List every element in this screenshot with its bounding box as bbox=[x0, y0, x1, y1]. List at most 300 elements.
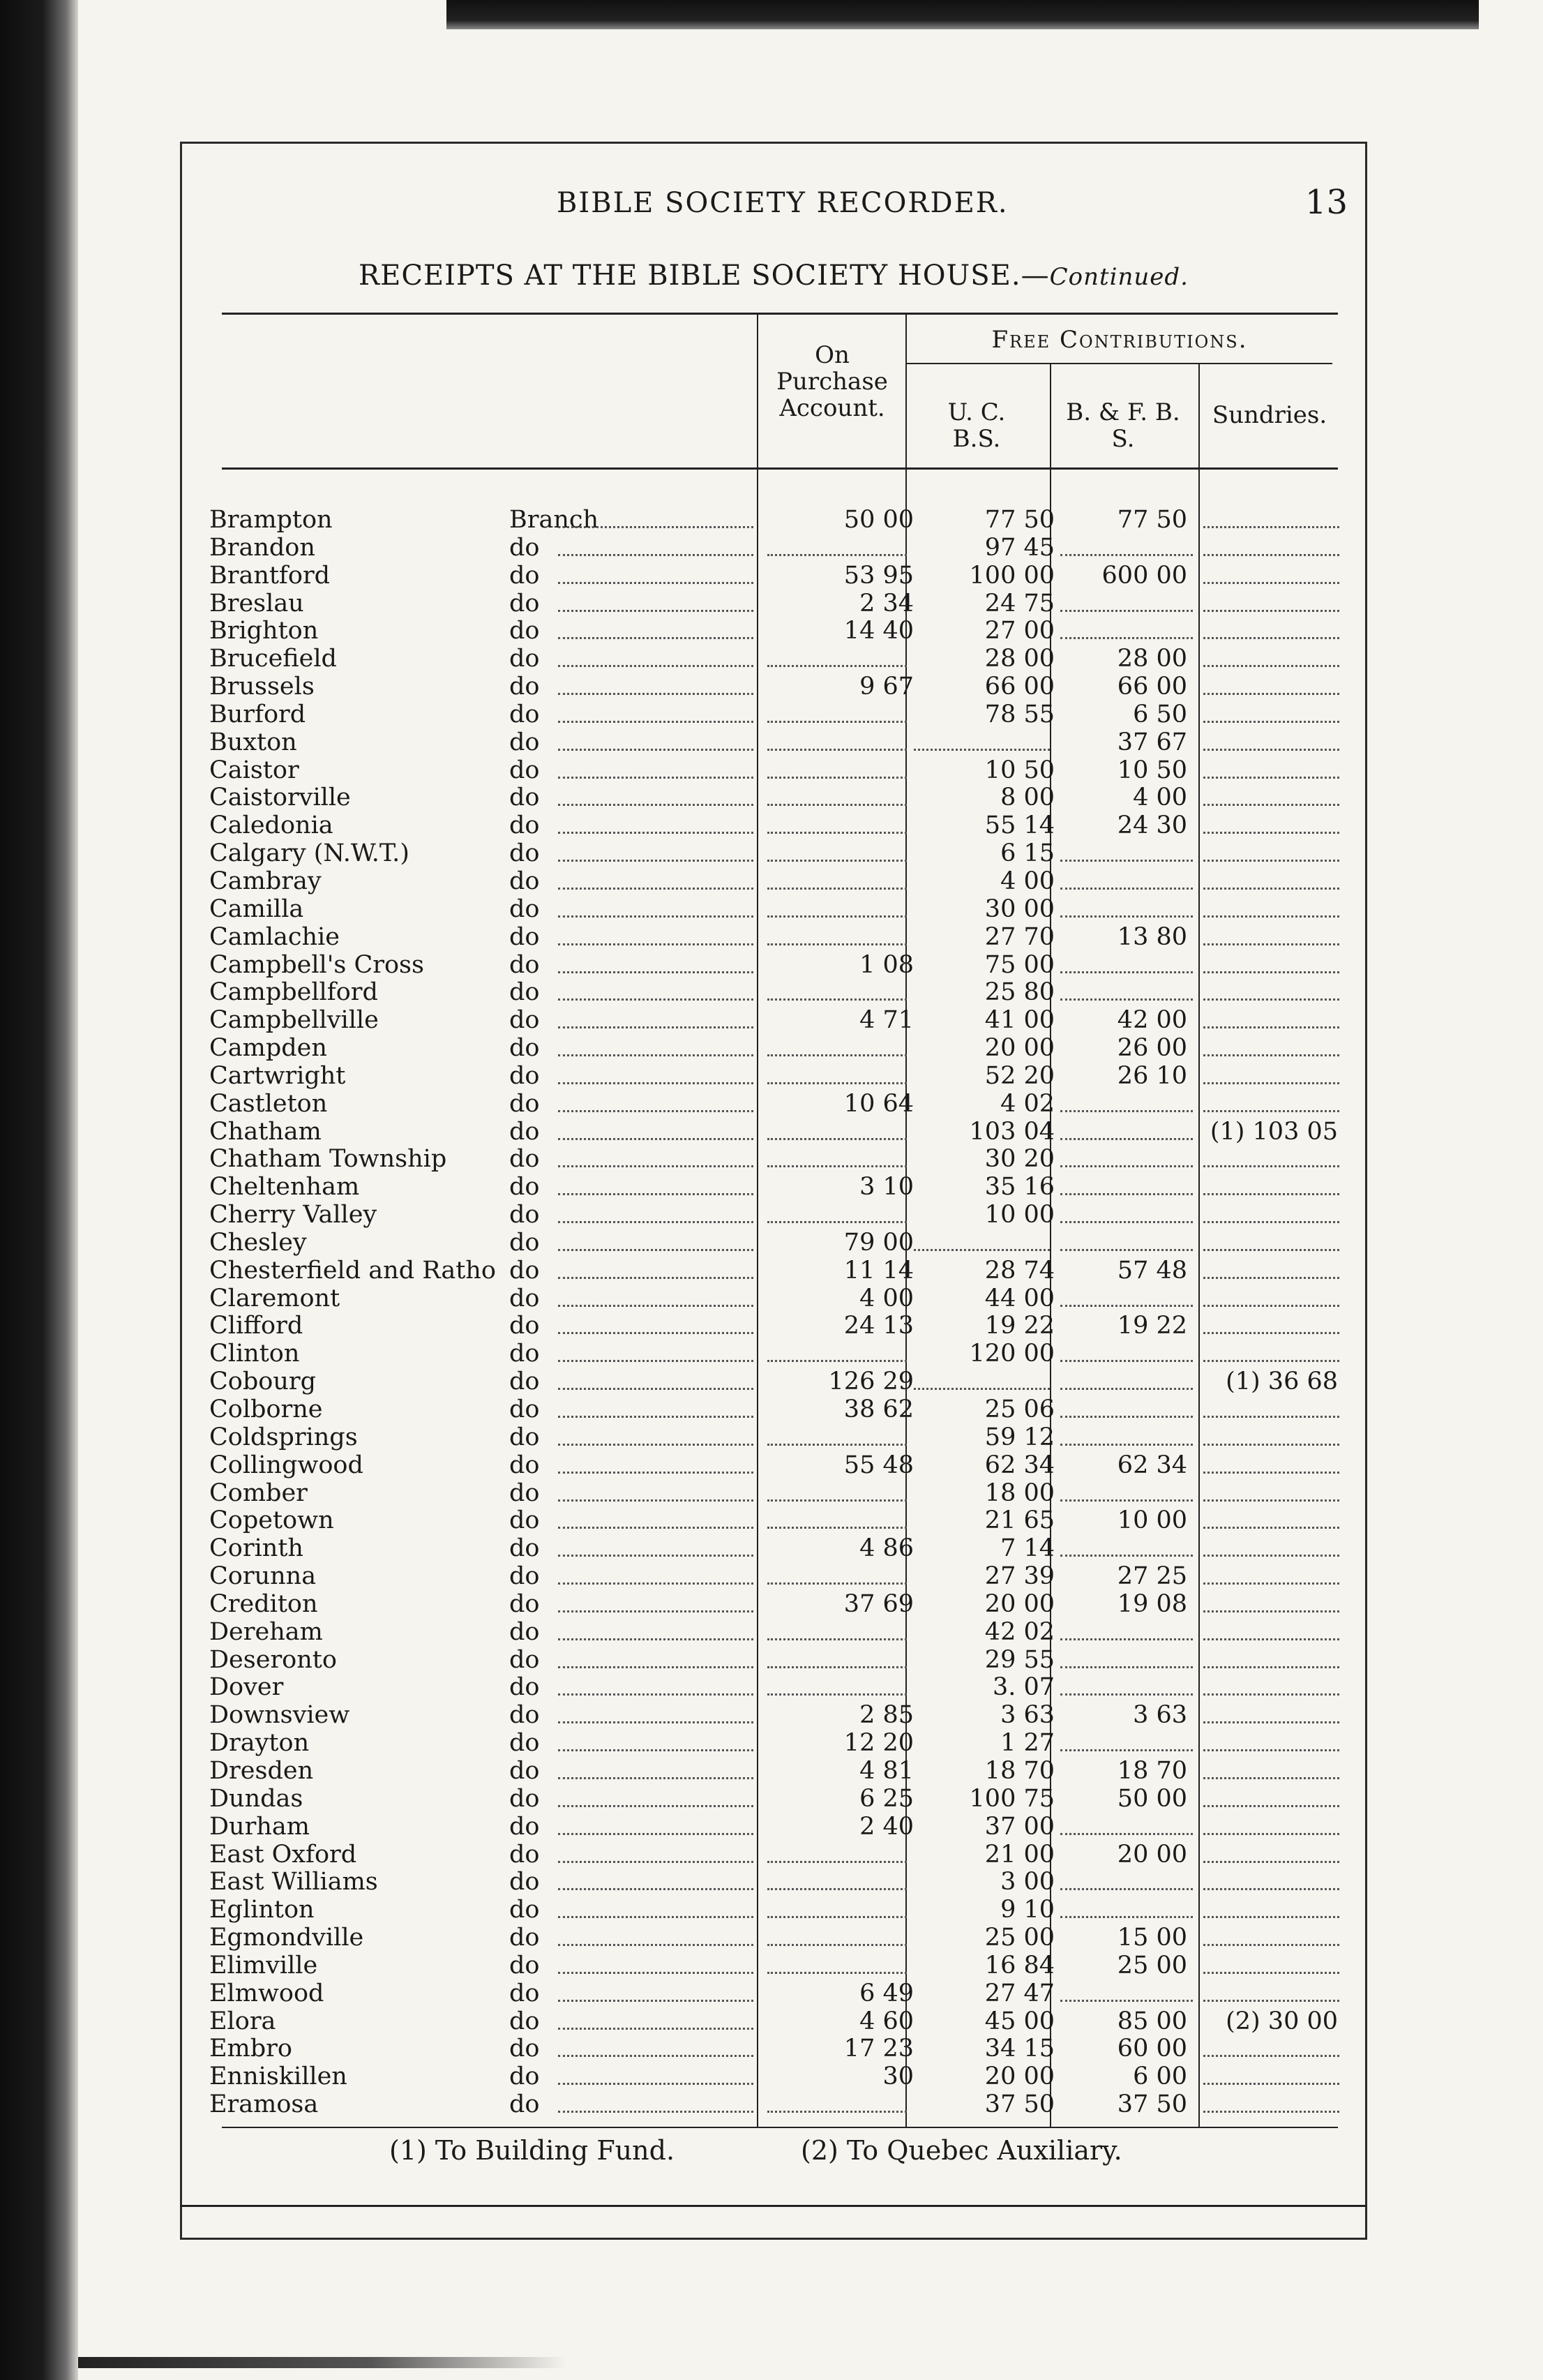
table-row bbox=[209, 1702, 1339, 1730]
branch-kind: do bbox=[509, 1395, 540, 1423]
table-row bbox=[209, 868, 1339, 896]
empty-cell-leader bbox=[1203, 979, 1339, 1001]
table-row bbox=[209, 1896, 1339, 1924]
uc-amount: 20 00 bbox=[984, 1589, 1055, 1618]
leader-dots bbox=[558, 952, 753, 973]
place-name: Castleton bbox=[209, 1089, 328, 1118]
branch-kind: do bbox=[509, 1479, 540, 1507]
table-header-bottom-rule bbox=[222, 467, 1338, 470]
empty-cell-leader bbox=[1203, 757, 1339, 779]
leader-dots bbox=[558, 2035, 753, 2057]
leader-dots bbox=[558, 1619, 753, 1640]
footnotes bbox=[180, 2135, 1367, 2177]
uc-amount: 34 15 bbox=[984, 2035, 1055, 2063]
empty-cell-leader bbox=[1203, 1396, 1339, 1418]
heading-continued: Continued. bbox=[1049, 263, 1189, 291]
sundries-amount: (1) 36 68 bbox=[1226, 1368, 1338, 1396]
empty-cell-leader bbox=[1060, 1091, 1193, 1112]
table-row bbox=[209, 1091, 1339, 1118]
branch-kind: do bbox=[509, 1506, 540, 1535]
uc-amount: 44 00 bbox=[984, 1284, 1055, 1312]
uc-amount: 41 00 bbox=[984, 1006, 1055, 1035]
branch-kind: do bbox=[509, 811, 540, 840]
sundries-amount: (2) 30 00 bbox=[1226, 2007, 1338, 2035]
empty-cell-leader bbox=[767, 840, 907, 862]
empty-cell-leader bbox=[767, 757, 907, 779]
leader-dots bbox=[558, 1118, 753, 1140]
table-row bbox=[209, 1758, 1339, 1786]
page-foot-rule bbox=[180, 2205, 1367, 2207]
table-row bbox=[209, 1480, 1339, 1508]
purchase-amount: 37 69 bbox=[843, 1589, 914, 1618]
empty-cell-leader bbox=[1060, 1368, 1193, 1390]
empty-cell-leader bbox=[1060, 952, 1193, 973]
uc-amount: 52 20 bbox=[984, 1061, 1055, 1090]
leader-dots bbox=[558, 618, 753, 639]
table-row bbox=[209, 896, 1339, 924]
leader-dots bbox=[558, 2063, 753, 2085]
purchase-amount: 2 34 bbox=[859, 589, 914, 618]
table-row bbox=[209, 1869, 1339, 1896]
bf-amount: 25 00 bbox=[1117, 1951, 1187, 1979]
branch-kind: do bbox=[509, 1034, 540, 1063]
leader-dots bbox=[558, 534, 753, 556]
branch-kind: do bbox=[509, 1812, 540, 1841]
bf-amount: 62 34 bbox=[1117, 1451, 1187, 1479]
empty-cell-leader bbox=[1203, 1202, 1339, 1223]
place-name: Egmondville bbox=[209, 1924, 364, 1952]
branch-kind: do bbox=[509, 1201, 540, 1229]
uc-amount: 97 45 bbox=[984, 533, 1055, 562]
uc-amount: 100 75 bbox=[969, 1784, 1055, 1813]
empty-cell-leader bbox=[767, 1424, 907, 1446]
branch-kind: do bbox=[509, 645, 540, 673]
table-row bbox=[209, 534, 1339, 562]
place-name: Campden bbox=[209, 1034, 327, 1063]
leader-dots bbox=[558, 1980, 753, 2002]
table-row bbox=[209, 701, 1339, 729]
empty-cell-leader bbox=[767, 645, 907, 667]
leader-dots bbox=[558, 1312, 753, 1334]
table-row bbox=[209, 1118, 1339, 1146]
empty-cell-leader bbox=[1203, 590, 1339, 612]
empty-cell-leader bbox=[1203, 1896, 1339, 1918]
empty-cell-leader bbox=[914, 729, 1050, 751]
running-head bbox=[180, 181, 1367, 230]
table-row bbox=[209, 757, 1339, 785]
bf-amount: 60 00 bbox=[1117, 2035, 1187, 2063]
uc-amount: 62 34 bbox=[984, 1451, 1055, 1479]
leader-dots bbox=[558, 1924, 753, 1946]
purchase-amount: 4 00 bbox=[859, 1284, 914, 1312]
branch-kind: do bbox=[509, 1228, 540, 1257]
empty-cell-leader bbox=[767, 1563, 907, 1585]
footnote-2: (2) To Quebec Auxiliary. bbox=[801, 2135, 1122, 2166]
empty-cell-leader bbox=[1203, 896, 1339, 918]
empty-cell-leader bbox=[1203, 645, 1339, 667]
empty-cell-leader bbox=[1060, 1674, 1193, 1696]
place-name: Dover bbox=[209, 1673, 284, 1702]
table-row bbox=[209, 1257, 1339, 1285]
branch-kind: do bbox=[509, 867, 540, 895]
place-name: Brampton bbox=[209, 506, 333, 534]
place-name: Colborne bbox=[209, 1395, 323, 1423]
uc-amount: 25 00 bbox=[984, 1924, 1055, 1952]
empty-cell-leader bbox=[1060, 1619, 1193, 1640]
place-name: Crediton bbox=[209, 1589, 318, 1618]
place-name: Corunna bbox=[209, 1562, 317, 1591]
table-row bbox=[209, 840, 1339, 868]
table-row bbox=[209, 618, 1339, 645]
place-name: Elmwood bbox=[209, 1979, 324, 2007]
purchase-amount: 50 00 bbox=[843, 506, 914, 534]
empty-cell-leader bbox=[1203, 1091, 1339, 1112]
table-row bbox=[209, 1035, 1339, 1063]
empty-cell-leader bbox=[1060, 1285, 1193, 1307]
uc-amount: 75 00 bbox=[984, 950, 1055, 979]
purchase-amount: 2 85 bbox=[859, 1701, 914, 1730]
empty-cell-leader bbox=[914, 1229, 1050, 1251]
purchase-amount: 2 40 bbox=[859, 1812, 914, 1841]
empty-cell-leader bbox=[1203, 1480, 1339, 1502]
table-row bbox=[209, 1507, 1339, 1535]
purchase-amount: 55 48 bbox=[843, 1451, 914, 1479]
bf-amount: 3 63 bbox=[1133, 1701, 1187, 1730]
leader-dots bbox=[558, 1452, 753, 1474]
leader-dots bbox=[558, 1786, 753, 1807]
empty-cell-leader bbox=[767, 701, 907, 723]
table-row bbox=[209, 1063, 1339, 1091]
place-name: Chatham Township bbox=[209, 1145, 447, 1174]
branch-kind: do bbox=[509, 1340, 540, 1368]
branch-kind: do bbox=[509, 1979, 540, 2007]
leader-dots bbox=[558, 507, 753, 528]
branch-kind: do bbox=[509, 2035, 540, 2063]
table-bottom-rule bbox=[222, 2127, 1338, 2128]
place-name: Coldsprings bbox=[209, 1423, 358, 1451]
bf-amount: 10 00 bbox=[1117, 1506, 1187, 1535]
leader-dots bbox=[558, 729, 753, 751]
col-head-purchase: On Purchase Account. bbox=[776, 341, 888, 422]
table-row bbox=[209, 2091, 1339, 2119]
empty-cell-leader bbox=[767, 1924, 907, 1946]
empty-cell-leader bbox=[1060, 1174, 1193, 1195]
empty-cell-leader bbox=[1203, 1980, 1339, 2002]
empty-cell-leader bbox=[1203, 1340, 1339, 1362]
place-name: East Williams bbox=[209, 1868, 378, 1896]
place-name: Campbellville bbox=[209, 1006, 379, 1035]
empty-cell-leader bbox=[1203, 1786, 1339, 1807]
uc-amount: 29 55 bbox=[984, 1645, 1055, 1674]
place-name: Deseronto bbox=[209, 1645, 337, 1674]
empty-cell-leader bbox=[1060, 534, 1193, 556]
empty-cell-leader bbox=[1203, 701, 1339, 723]
leader-dots bbox=[558, 1063, 753, 1084]
empty-cell-leader bbox=[767, 812, 907, 834]
branch-kind: do bbox=[509, 1784, 540, 1813]
branch-kind: do bbox=[509, 1006, 540, 1035]
bf-amount: 10 50 bbox=[1117, 756, 1187, 784]
bf-amount: 13 80 bbox=[1117, 922, 1187, 951]
binding-spine-shadow bbox=[0, 0, 78, 2380]
uc-amount: 100 00 bbox=[969, 561, 1055, 590]
branch-kind: do bbox=[509, 1701, 540, 1730]
leader-dots bbox=[558, 1896, 753, 1918]
empty-cell-leader bbox=[767, 1507, 907, 1529]
bf-amount: 18 70 bbox=[1117, 1756, 1187, 1785]
empty-cell-leader bbox=[767, 534, 907, 556]
empty-cell-leader bbox=[1060, 1229, 1193, 1251]
empty-cell-leader bbox=[767, 1896, 907, 1918]
empty-cell-leader bbox=[767, 2091, 907, 2113]
empty-cell-leader bbox=[1203, 1424, 1339, 1446]
place-name: Claremont bbox=[209, 1284, 340, 1312]
leader-dots bbox=[558, 1368, 753, 1390]
purchase-amount: 24 13 bbox=[843, 1312, 914, 1340]
purchase-amount: 79 00 bbox=[843, 1228, 914, 1257]
table-row bbox=[209, 1229, 1339, 1257]
empty-cell-leader bbox=[767, 1202, 907, 1223]
empty-cell-leader bbox=[1203, 1619, 1339, 1640]
table-row bbox=[209, 1535, 1339, 1563]
page-heading bbox=[180, 260, 1367, 292]
table-row bbox=[209, 562, 1339, 590]
empty-cell-leader bbox=[914, 1368, 1050, 1390]
purchase-amount: 14 40 bbox=[843, 617, 914, 645]
publication-title: BIBLE SOCIETY RECORDER. bbox=[557, 187, 1009, 219]
branch-kind: do bbox=[509, 561, 540, 590]
bf-amount: 27 25 bbox=[1117, 1562, 1187, 1591]
uc-amount: 27 00 bbox=[984, 617, 1055, 645]
branch-kind: do bbox=[509, 950, 540, 979]
place-name: Comber bbox=[209, 1479, 308, 1507]
page-number: 13 bbox=[1304, 183, 1348, 222]
place-name: Eramosa bbox=[209, 2090, 319, 2119]
place-name: Eglinton bbox=[209, 1896, 315, 1924]
empty-cell-leader bbox=[1203, 868, 1339, 890]
bf-amount: 4 00 bbox=[1133, 784, 1187, 812]
branch-kind: do bbox=[509, 895, 540, 923]
sundries-amount: (1) 103 05 bbox=[1210, 1117, 1338, 1146]
branch-kind: do bbox=[509, 533, 540, 562]
branch-kind: do bbox=[509, 673, 540, 701]
leader-dots bbox=[558, 1257, 753, 1279]
leader-dots bbox=[558, 924, 753, 945]
empty-cell-leader bbox=[1203, 507, 1339, 528]
table-row bbox=[209, 729, 1339, 757]
table-row bbox=[209, 1674, 1339, 1702]
table-row bbox=[209, 590, 1339, 618]
empty-cell-leader bbox=[1203, 1869, 1339, 1890]
table-row bbox=[209, 1452, 1339, 1480]
place-name: Downsview bbox=[209, 1701, 350, 1730]
empty-cell-leader bbox=[1060, 979, 1193, 1001]
empty-cell-leader bbox=[1203, 618, 1339, 639]
place-name: Camilla bbox=[209, 895, 304, 923]
place-name: Durham bbox=[209, 1812, 310, 1841]
place-name: Brighton bbox=[209, 617, 319, 645]
scan-bottom-shadow bbox=[78, 2357, 566, 2368]
branch-kind: do bbox=[509, 1423, 540, 1451]
branch-kind: do bbox=[509, 1312, 540, 1340]
empty-cell-leader bbox=[1060, 1340, 1193, 1362]
empty-cell-leader bbox=[767, 1063, 907, 1084]
branch-kind: do bbox=[509, 1756, 540, 1785]
bf-amount: 37 67 bbox=[1117, 728, 1187, 756]
place-name: Breslau bbox=[209, 589, 304, 618]
empty-cell-leader bbox=[1203, 952, 1339, 973]
leader-dots bbox=[558, 1146, 753, 1167]
table-row bbox=[209, 1730, 1339, 1758]
empty-cell-leader bbox=[767, 896, 907, 918]
place-name: Embro bbox=[209, 2035, 292, 2063]
leader-dots bbox=[558, 1647, 753, 1668]
empty-cell-leader bbox=[1203, 1813, 1339, 1835]
uc-amount: 55 14 bbox=[984, 811, 1055, 840]
table-row bbox=[209, 1980, 1339, 2008]
heading-text: RECEIPTS AT THE BIBLE SOCIETY HOUSE.— bbox=[359, 260, 1050, 292]
empty-cell-leader bbox=[1060, 1730, 1193, 1751]
uc-amount: 10 50 bbox=[984, 756, 1055, 784]
uc-amount: 78 55 bbox=[984, 700, 1055, 728]
leader-dots bbox=[558, 645, 753, 667]
uc-amount: 35 16 bbox=[984, 1173, 1055, 1202]
table-row bbox=[209, 1563, 1339, 1591]
bf-amount: 85 00 bbox=[1117, 2007, 1187, 2035]
leader-dots bbox=[558, 2091, 753, 2113]
uc-amount: 16 84 bbox=[984, 1951, 1055, 1979]
bf-amount: 15 00 bbox=[1117, 1924, 1187, 1952]
purchase-amount: 4 86 bbox=[859, 1534, 914, 1563]
empty-cell-leader bbox=[1203, 1174, 1339, 1195]
branch-kind: do bbox=[509, 1673, 540, 1702]
place-name: Corinth bbox=[209, 1534, 303, 1563]
empty-cell-leader bbox=[767, 1869, 907, 1890]
place-name: Burford bbox=[209, 700, 306, 728]
table-row bbox=[209, 1647, 1339, 1675]
uc-amount: 20 00 bbox=[984, 2063, 1055, 2091]
free-contributions-underline bbox=[907, 363, 1332, 364]
branch-kind: do bbox=[509, 1534, 540, 1563]
purchase-amount: 1 08 bbox=[859, 950, 914, 979]
place-name: Clinton bbox=[209, 1340, 300, 1368]
empty-cell-leader bbox=[1203, 812, 1339, 834]
uc-amount: 77 50 bbox=[984, 506, 1055, 534]
empty-cell-leader bbox=[1203, 1035, 1339, 1056]
place-name: Chatham bbox=[209, 1117, 322, 1146]
place-name: Brantford bbox=[209, 561, 331, 590]
place-name: Cobourg bbox=[209, 1368, 317, 1396]
empty-cell-leader bbox=[1060, 1202, 1193, 1223]
branch-kind: do bbox=[509, 2063, 540, 2091]
branch-kind: do bbox=[509, 1451, 540, 1479]
uc-amount: 19 22 bbox=[984, 1312, 1055, 1340]
empty-cell-leader bbox=[1203, 1758, 1339, 1779]
place-name: Chesley bbox=[209, 1228, 307, 1257]
leader-dots bbox=[558, 701, 753, 723]
empty-cell-leader bbox=[767, 979, 907, 1001]
table-row bbox=[209, 1285, 1339, 1313]
branch-kind: Branch bbox=[509, 506, 599, 534]
leader-dots bbox=[558, 812, 753, 834]
leader-dots bbox=[558, 1813, 753, 1835]
uc-amount: 7 14 bbox=[1000, 1534, 1055, 1563]
branch-kind: do bbox=[509, 1840, 540, 1869]
leader-dots bbox=[558, 562, 753, 584]
purchase-amount: 10 64 bbox=[843, 1089, 914, 1118]
uc-amount: 66 00 bbox=[984, 673, 1055, 701]
leader-dots bbox=[558, 1952, 753, 1974]
empty-cell-leader bbox=[767, 1480, 907, 1502]
place-name: Elora bbox=[209, 2007, 276, 2035]
empty-cell-leader bbox=[1203, 1591, 1339, 1612]
branch-kind: do bbox=[509, 1284, 540, 1312]
purchase-amount: 6 49 bbox=[859, 1979, 914, 2007]
empty-cell-leader bbox=[1203, 1146, 1339, 1167]
empty-cell-leader bbox=[1203, 1452, 1339, 1474]
branch-kind: do bbox=[509, 1256, 540, 1285]
branch-kind: do bbox=[509, 978, 540, 1007]
leader-dots bbox=[558, 1480, 753, 1502]
branch-kind: do bbox=[509, 1729, 540, 1758]
leader-dots bbox=[558, 979, 753, 1001]
empty-cell-leader bbox=[1060, 840, 1193, 862]
empty-cell-leader bbox=[1203, 534, 1339, 556]
uc-amount: 4 02 bbox=[1000, 1089, 1055, 1118]
leader-dots bbox=[558, 1841, 753, 1863]
branch-kind: do bbox=[509, 728, 540, 756]
empty-cell-leader bbox=[767, 1118, 907, 1140]
leader-dots bbox=[558, 2008, 753, 2030]
empty-cell-leader bbox=[1203, 1285, 1339, 1307]
uc-amount: 37 50 bbox=[984, 2090, 1055, 2119]
leader-dots bbox=[558, 1535, 753, 1557]
branch-kind: do bbox=[509, 1368, 540, 1396]
empty-cell-leader bbox=[1203, 1535, 1339, 1557]
empty-cell-leader bbox=[767, 1146, 907, 1167]
table-row bbox=[209, 1952, 1339, 1980]
table-row bbox=[209, 924, 1339, 952]
place-name: Cherry Valley bbox=[209, 1201, 377, 1229]
empty-cell-leader bbox=[1060, 1896, 1193, 1918]
empty-cell-leader bbox=[1203, 1647, 1339, 1668]
purchase-amount: 4 71 bbox=[859, 1006, 914, 1035]
col-head-bf: B. & F. B. S. bbox=[1066, 398, 1180, 453]
table-row bbox=[209, 2008, 1339, 2036]
receipts-table bbox=[209, 507, 1339, 2119]
empty-cell-leader bbox=[1203, 562, 1339, 584]
branch-kind: do bbox=[509, 1145, 540, 1174]
branch-kind: do bbox=[509, 756, 540, 784]
place-name: Copetown bbox=[209, 1506, 334, 1535]
uc-amount: 9 10 bbox=[1000, 1896, 1055, 1924]
bf-amount: 28 00 bbox=[1117, 645, 1187, 673]
uc-amount: 45 00 bbox=[984, 2007, 1055, 2035]
empty-cell-leader bbox=[767, 924, 907, 945]
table-row bbox=[209, 1146, 1339, 1174]
table-row bbox=[209, 2035, 1339, 2063]
table-row bbox=[209, 2063, 1339, 2091]
place-name: Enniskillen bbox=[209, 2063, 347, 2091]
empty-cell-leader bbox=[1060, 590, 1193, 612]
uc-amount: 42 02 bbox=[984, 1617, 1055, 1646]
table-row bbox=[209, 1841, 1339, 1869]
leader-dots bbox=[558, 896, 753, 918]
uc-amount: 3 63 bbox=[1000, 1701, 1055, 1730]
uc-amount: 8 00 bbox=[1000, 784, 1055, 812]
leader-dots bbox=[558, 757, 753, 779]
table-row bbox=[209, 1424, 1339, 1452]
